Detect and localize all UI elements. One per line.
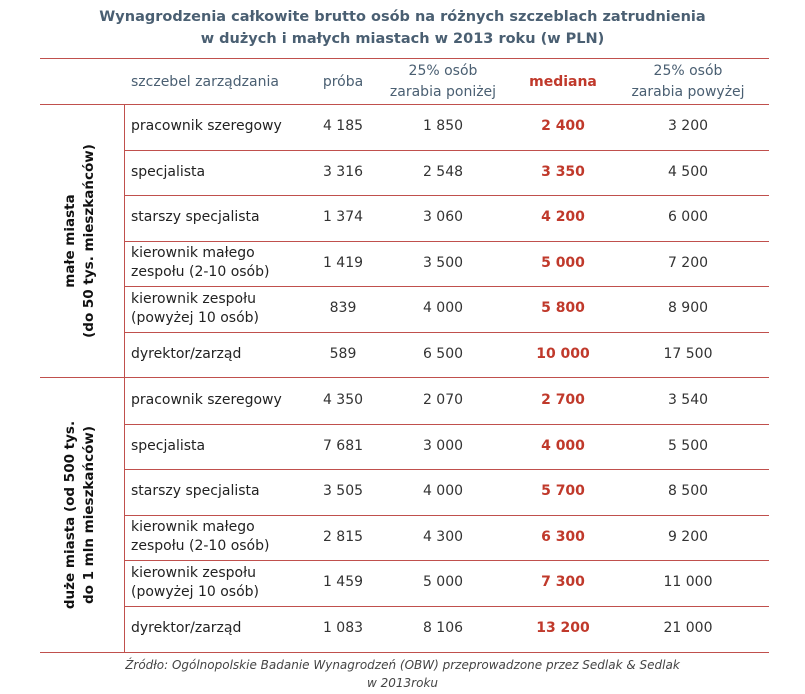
header-median: mediana [529, 74, 597, 90]
cell-sample: 3 505 [322, 483, 364, 500]
group-label-line-2: (do 50 tys. mieszkańców) [81, 143, 97, 338]
cell-p25: 4 000 [422, 483, 464, 500]
group-label-line-2: do 1 mln mieszkańców) [81, 425, 97, 604]
row-label [131, 150, 301, 196]
cell-median: 5 700 [541, 483, 585, 500]
source-note-line-1: Źródło: Ogólnopolskie Badanie Wynagrodzeń (OBW) przeprowadzone przez Sedlak & Sedlak [125, 658, 680, 672]
group-divider-line [124, 104, 125, 652]
group-label-line-1: duże miasta (od 500 tys. [62, 420, 78, 609]
header-p75-line-1: 25% osób [653, 63, 723, 79]
cell-p75: 9 200 [667, 528, 709, 545]
cell-p25: 5 000 [422, 574, 464, 591]
row-label-line: pracownik szeregowy [131, 118, 282, 135]
row-label-line: kierownik małego [131, 245, 255, 262]
cell-p75: 3 540 [667, 392, 709, 409]
group-label [61, 420, 99, 608]
cell-median: 2 400 [541, 118, 585, 135]
group-label-line-1: małe miasta [62, 193, 78, 288]
row-label-line: dyrektor/zarząd [131, 345, 242, 362]
row-label [131, 469, 301, 515]
top-rule [40, 58, 769, 59]
row-label-line: dyrektor/zarząd [131, 619, 242, 636]
cell-median: 4 000 [541, 437, 585, 454]
cell-p25: 4 300 [422, 528, 464, 545]
row-label-line: zespołu (2-10 osób) [131, 264, 270, 281]
cell-sample: 2 815 [322, 528, 364, 545]
cell-p25: 4 000 [422, 300, 464, 317]
header-p75-line-2: zarabia powyżej [631, 84, 745, 100]
row-label [131, 378, 301, 424]
cell-p75: 6 000 [667, 209, 709, 226]
cell-p75: 8 900 [667, 300, 709, 317]
cell-median: 5 000 [541, 254, 585, 271]
row-label [131, 560, 301, 606]
row-label-line: specjalista [131, 437, 206, 454]
cell-p25: 3 500 [422, 254, 464, 271]
cell-median: 2 700 [541, 392, 585, 409]
cell-median: 3 350 [541, 163, 585, 180]
cell-median: 7 300 [541, 574, 585, 591]
header-p25-line-2: zarabia poniżej [389, 84, 497, 100]
cell-p75: 4 500 [667, 163, 709, 180]
row-label [131, 515, 301, 561]
cell-sample: 1 459 [322, 574, 364, 591]
row-label-line: pracownik szeregowy [131, 392, 282, 409]
row-label [131, 241, 301, 287]
cell-p25: 3 000 [422, 437, 464, 454]
cell-median: 13 200 [536, 619, 590, 636]
cell-p75: 5 500 [667, 437, 709, 454]
row-label [131, 195, 301, 241]
cell-sample: 589 [329, 345, 357, 362]
row-label-line: (powyżej 10 osób) [131, 583, 259, 600]
cell-median: 4 200 [541, 209, 585, 226]
cell-p25: 2 548 [422, 163, 464, 180]
row-label [131, 104, 301, 150]
row-label-line: (powyżej 10 osób) [131, 309, 259, 326]
cell-p25: 1 850 [422, 118, 464, 135]
cell-sample: 1 374 [322, 209, 364, 226]
cell-p75: 11 000 [663, 574, 713, 591]
row-label [131, 286, 301, 332]
cell-p25: 3 060 [422, 209, 464, 226]
cell-p75: 8 500 [667, 483, 709, 500]
row-label [131, 424, 301, 470]
row-label-line: kierownik małego [131, 519, 255, 536]
header-sample: próba [322, 74, 364, 90]
row-label-line: starszy specjalista [131, 483, 260, 500]
row-label [131, 606, 301, 652]
row-label-line: kierownik zespołu [131, 290, 256, 307]
source-note-line-2: w 2013roku [367, 676, 438, 690]
cell-sample: 839 [329, 300, 357, 317]
cell-median: 6 300 [541, 528, 585, 545]
row-label-line: specjalista [131, 163, 206, 180]
cell-p75: 3 200 [667, 118, 709, 135]
header-p25-line-1: 25% osób [408, 63, 478, 79]
cell-median: 10 000 [536, 345, 590, 362]
cell-p75: 21 000 [663, 619, 713, 636]
cell-sample: 1 083 [322, 619, 364, 636]
cell-sample: 3 316 [322, 163, 364, 180]
cell-median: 5 800 [541, 300, 585, 317]
group-label [61, 144, 99, 338]
cell-p25: 6 500 [422, 345, 464, 362]
cell-p75: 7 200 [667, 254, 709, 271]
cell-sample: 1 419 [322, 254, 364, 271]
cell-p75: 17 500 [663, 345, 713, 362]
cell-sample: 7 681 [322, 437, 364, 454]
row-label-line: kierownik zespołu [131, 564, 256, 581]
row-label-line: zespołu (2-10 osób) [131, 538, 270, 555]
chart-title-line-1: Wynagrodzenia całkowite brutto osób na różnych szczeblach zatrudnienia [99, 9, 706, 25]
cell-sample: 4 350 [322, 392, 364, 409]
cell-sample: 4 185 [322, 118, 364, 135]
row-label [131, 332, 301, 378]
row-label-line: starszy specjalista [131, 209, 260, 226]
cell-p25: 2 070 [422, 392, 464, 409]
header-level: szczebel zarządzania [131, 74, 279, 90]
cell-p25: 8 106 [422, 619, 464, 636]
chart-title-line-2: w dużych i małych miastach w 2013 roku (w PLN) [200, 31, 605, 47]
bottom-rule [40, 652, 769, 653]
